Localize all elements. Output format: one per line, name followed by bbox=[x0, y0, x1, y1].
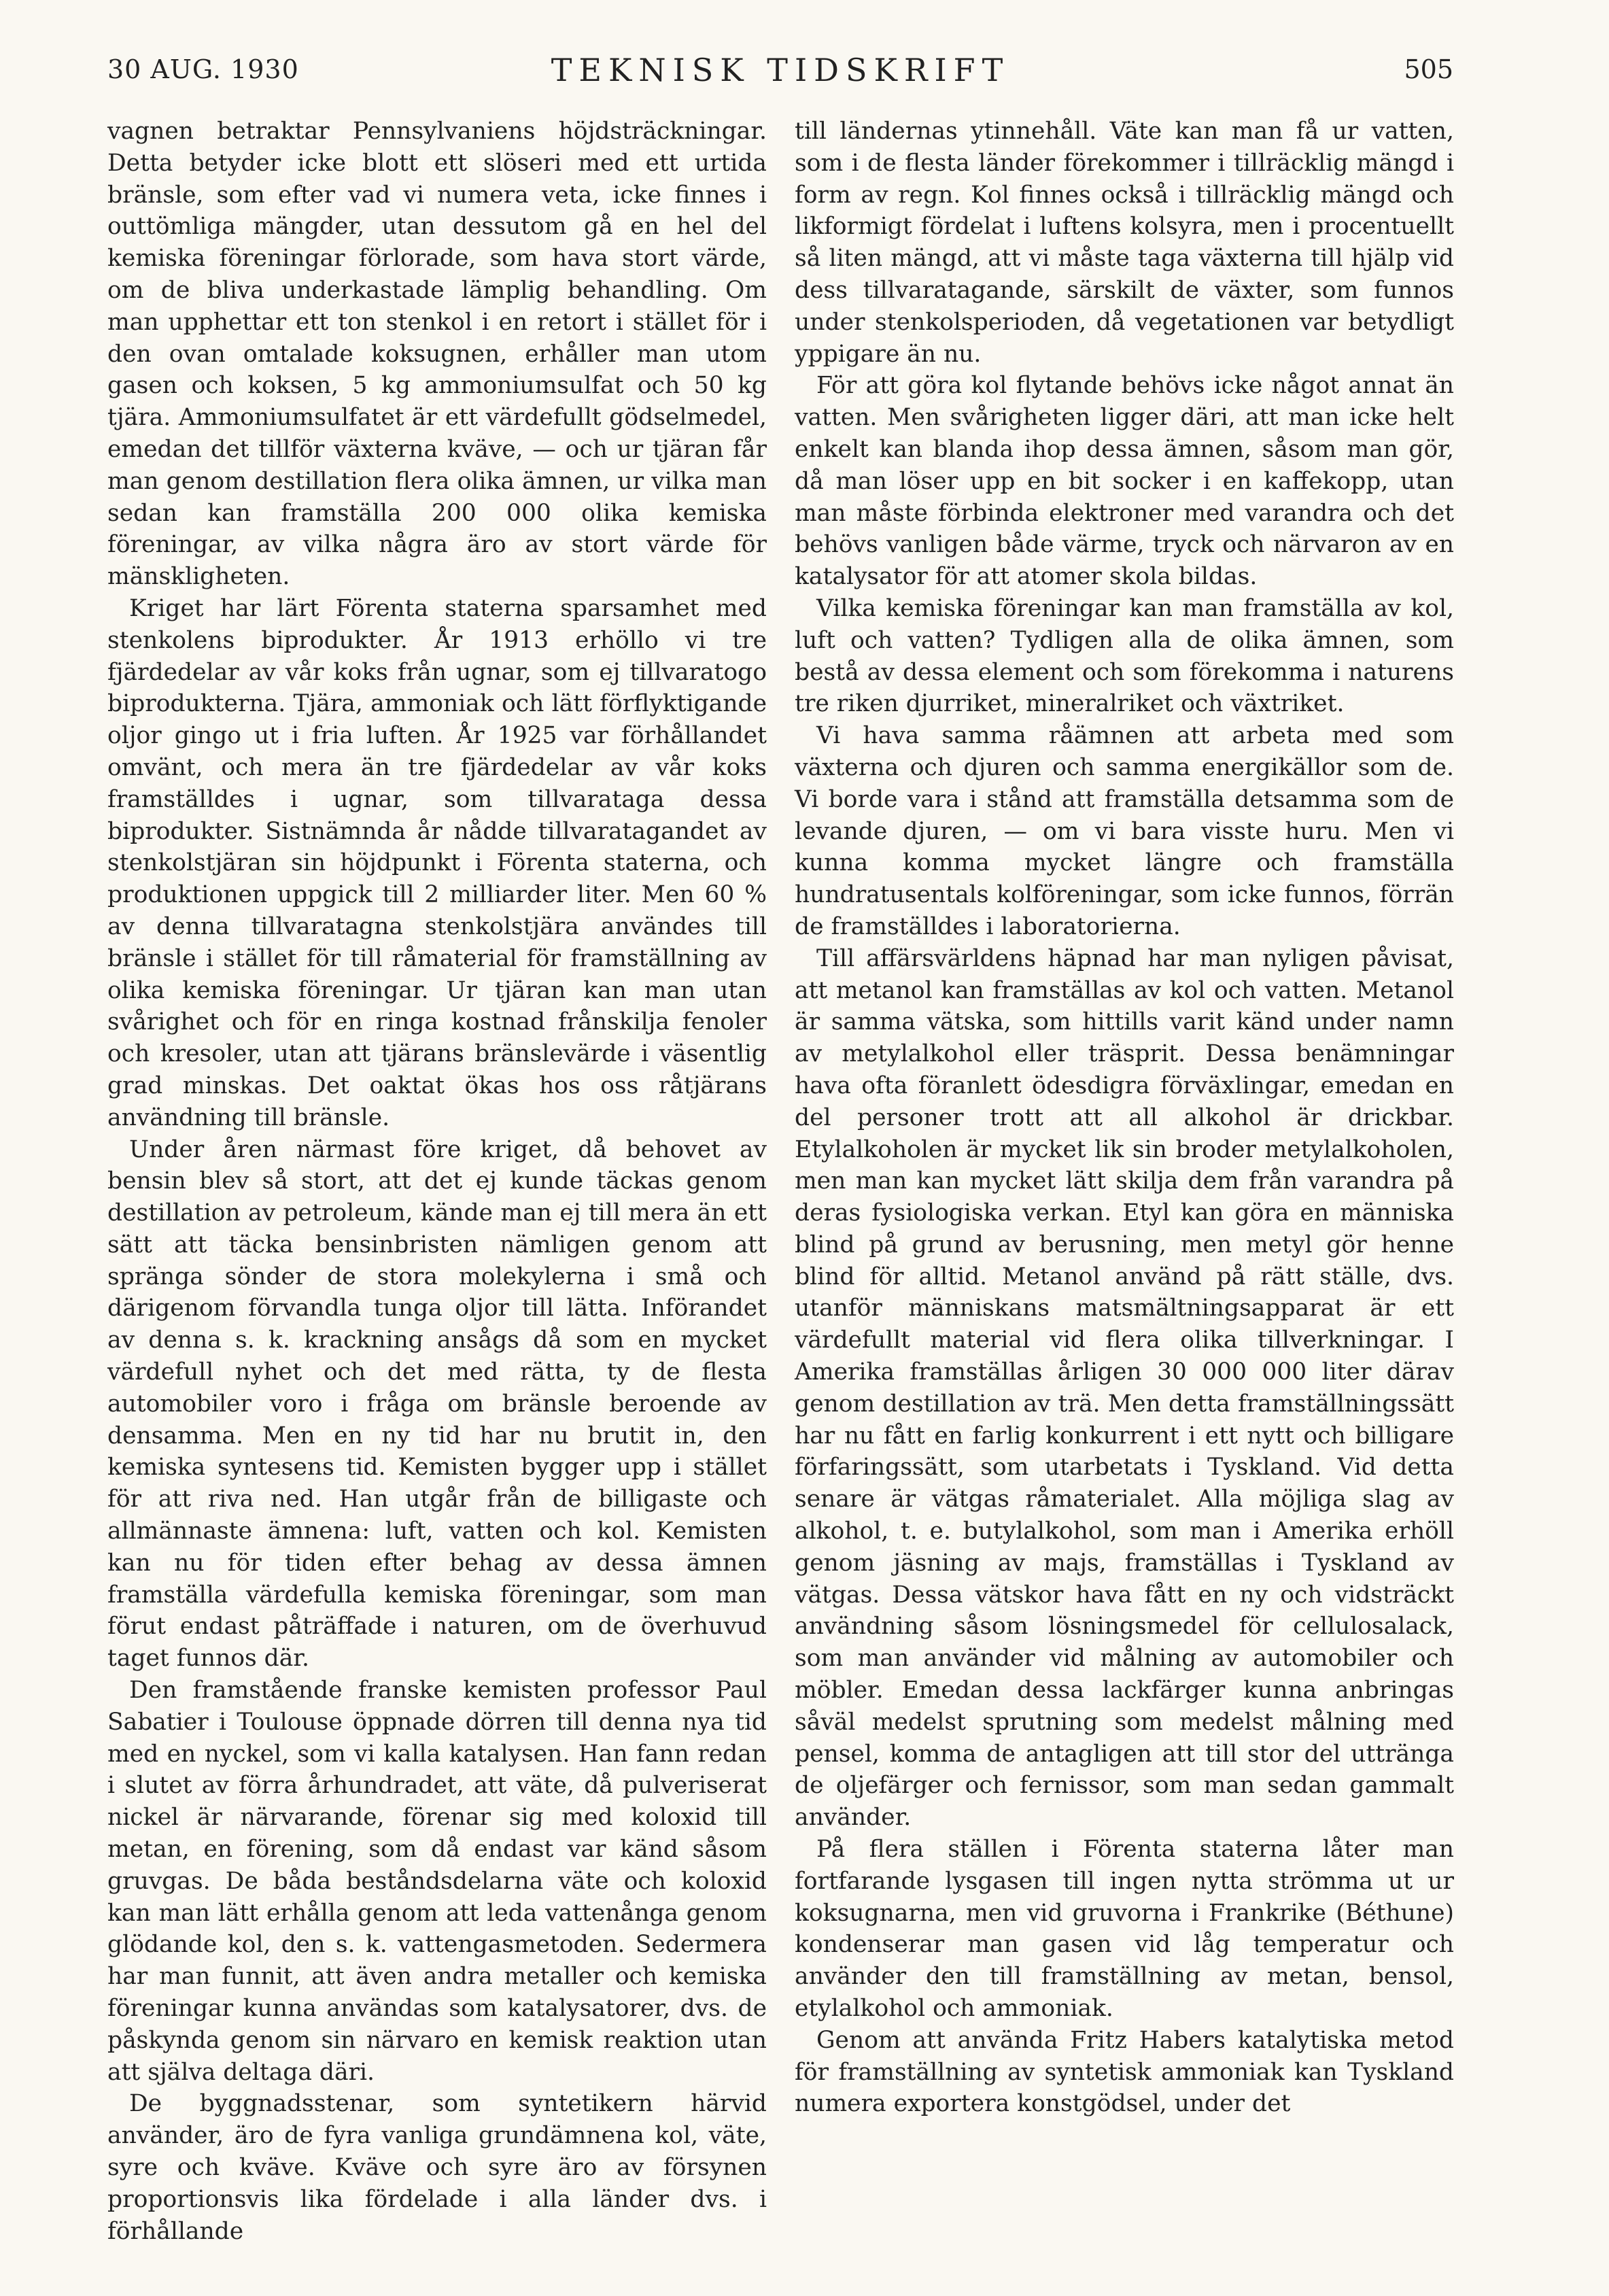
paragraph: Kriget har lärt Förenta staterna sparsamhet med stenkolens biprodukter. År 1913 erhöllo vi tre fjärdedelar av vår koks från ugnar, som ej tillvaratogo biprodukterna. Tjära, ammoniak och lätt förflyktigande oljor gingo ut i fria luften. År 1925 var förhållandet omvänt, och mera än tre fjärdedelar av vår koks framställdes i ugnar, som tillvarataga dessa biprodukter. Sistnämnda år nådde tillvaratagandet av stenkolstjäran sin höjdpunkt i Förenta staterna, och produktionen uppgick till 2 milliarder liter. Men 60 % av denna tillvaratagna stenkolstjära användes till bränsle i stället för till råmaterial för framställning av olika kemiska föreningar. Ur tjäran kan man utan svårighet och för en ringa kostnad frånskilja fenoler och kresoler, utan att tjärans bränslevärde i väsentlig grad minskas. Det oaktat ökas hos oss råtjärans användning till bränsle. bbox=[107, 594, 767, 1131]
paragraph: Vilka kemiska föreningar kan man framställa av kol, luft och vatten? Tydligen alla de olika ämnen, som bestå av dessa element och som förekomma i naturens tre riken djurriket, mineralriket och växtriket. bbox=[795, 594, 1454, 718]
paragraph: Till affärsvärldens häpnad har man nyligen påvisat, att metanol kan framställas av kol och vatten. Metanol är samma vätska, som hittills varit känd under namn av metylalkohol eller träsprit. Dessa benämningar hava ofta föranlett ödesdigra förväxlingar, emedan en del personer trott att all alkohol är drickbar. Etylalkoholen är mycket lik sin broder metylalkoholen, men man kan mycket lätt skilja dem från varandra på deras fysiologiska verkan. Etyl kan göra en människa blind på grund av berusning, men metyl gör henne blind för alltid. Metanol använd på rätt ställe, dvs. utanför människans matsmältningsapparat är ett värdefullt material vid flera olika tillverkningar. I Amerika framställas årligen 30 000 000 liter därav genom destillation av trä. Men detta framställningssätt har nu fått en farlig konkurrent i ett nytt och billigare förfaringssätt, som utarbetats i Tyskland. Vid detta senare är vätgas råmaterialet. Alla möjliga slag av alkohol, t. e. butylalkohol, som man i Amerika erhöll genom jäsning av majs, framställas i Tyskland av vätgas. Dessa vätskor hava fått en ny och vidsträckt användning såsom lösningsmedel för cellulosalack, som man använder vid målning av automobiler och möbler. Emedan dessa lackfärger kunna anbringas såväl medelst sprutning som medelst målning med pensel, komma de antagligen att till stor del uttränga de oljefärger och fernissor, som man sedan gammalt använder. bbox=[795, 944, 1454, 1832]
left-column bbox=[107, 116, 767, 2247]
page-number: 505 bbox=[1404, 54, 1453, 84]
page-header bbox=[107, 52, 1453, 92]
paragraph: De byggnadsstenar, som syntetikern härvid använder, äro de fyra vanliga grundämnena kol, väte, syre och kväve. Kväve och syre äro av försynen proportionsvis lika fördelade i alla länder dvs. i förhållande bbox=[107, 2090, 767, 2245]
paragraph: Under åren närmast före kriget, då behovet av bensin blev så stort, att det ej kunde täckas genom destillation av petroleum, kände man ej till mera än ett sätt att täcka bensinbristen nämligen genom att spränga sönder de stora molekylerna i små och därigenom förvandla tunga oljor till lätta. Införandet av denna s. k. krackning ansågs då som en mycket värdefull nyhet och det med rätta, ty de flesta automobiler voro i fråga om bränsle beroende av densamma. Men en ny tid har nu brutit in, den kemiska syntesens tid. Kemisten bygger upp i stället för att riva ned. Han utgår från de billigaste och allmännaste ämnena: luft, vatten och kol. Kemisten kan nu för tiden efter behag av dessa ämnen framställa värdefulla kemiska föreningar, som man förut endast påträffade i naturen, om de överhuvud taget funnos där. bbox=[107, 1135, 767, 1673]
paragraph: För att göra kol flytande behövs icke något annat än vatten. Men svårigheten ligger däri, att man icke helt enkelt kan blanda ihop dessa ämnen, såsom man gör, då man löser upp en bit socker i en kaffekopp, utan man måste förbinda elektroner med varandra och det behövs vanligen både värme, tryck och närvaron av en katalysator för att atomer skola bildas. bbox=[795, 372, 1454, 591]
journal-title: TEKNISK TIDSKRIFT bbox=[551, 52, 1010, 88]
issue-date: 30 AUG. 1930 bbox=[107, 54, 299, 84]
paragraph: Den framstående franske kemisten professor Paul Sabatier i Toulouse öppnade dörren till denna nya tid med en nyckel, som vi kalla katalysen. Han fann redan i slutet av förra århundradet, att väte, då pulveriserat nickel är närvarande, förenar sig med koloxid till metan, en förening, som då endast var känd såsom gruvgas. De båda beståndsdelarna väte och koloxid kan man lätt erhålla genom att leda vattenånga genom glödande kol, den s. k. vattengasmetoden. Sedermera har man funnit, att även andra metaller och kemiska föreningar kunna användas som katalysatorer, dvs. de påskynda genom sin närvaro en kemisk reaktion utan att själva deltaga däri. bbox=[107, 1677, 767, 2086]
paragraph: Genom att använda Fritz Habers katalytiska metod för framställning av syntetisk ammoniak kan Tyskland numera exportera konstgödsel, under det bbox=[795, 2026, 1454, 2118]
paragraph: Vi hava samma råämnen att arbeta med som växterna och djuren och samma energikällor som de. Vi borde vara i stånd att framställa detsamma som de levande djuren, — om vi bara visste huru. Men vi kunna komma mycket längre och framställa hundratusentals kolföreningar, som icke funnos, förrän de framställdes i laboratorierna. bbox=[795, 722, 1454, 940]
paragraph: vagnen betraktar Pennsylvaniens höjdsträckningar. Detta betyder icke blott ett slöseri med ett urtida bränsle, som efter vad vi numera veta, icke finnes i outtömliga mängder, utan dessutom gå en hel del kemiska föreningar förlorade, som hava stort värde, om de bliva underkastade lämplig behandling. Om man upphettar ett ton stenkol i en retort i stället för i den ovan omtalade koksugnen, erhåller man utom gasen och koksen, 5 kg ammoniumsulfat och 50 kg tjära. Ammoniumsulfatet är ett värdefullt gödselmedel, emedan det tillför växterna kväve, — och ur tjäran får man genom destillation flera olika ämnen, ur vilka man sedan kan framställa 200 000 olika kemiska föreningar, av vilka några äro av stort värde för mänskligheten. bbox=[107, 118, 767, 591]
paragraph: På flera ställen i Förenta staterna låter man fortfarande lysgasen till ingen nytta strömma ut ur koksugnarna, men vid gruvorna i Frankrike (Béthune) kondenserar man gasen vid låg temperatur och använder den till framställning av metan, bensol, etylalkohol och ammoniak. bbox=[795, 1836, 1454, 2023]
right-column bbox=[795, 116, 1454, 2120]
paragraph: till ländernas ytinnehåll. Väte kan man få ur vatten, som i de flesta länder förekommer i tillräcklig mängd i form av regn. Kol finnes också i tillräcklig mängd och likformigt fördelat i luftens kolsyra, men i procentuellt så liten mängd, att vi måste taga växterna till hjälp vid dess tillvaratagande, särskilt de växter, som funnos under stenkolsperioden, då vegetationen var betydligt yppigare än nu. bbox=[795, 118, 1454, 368]
